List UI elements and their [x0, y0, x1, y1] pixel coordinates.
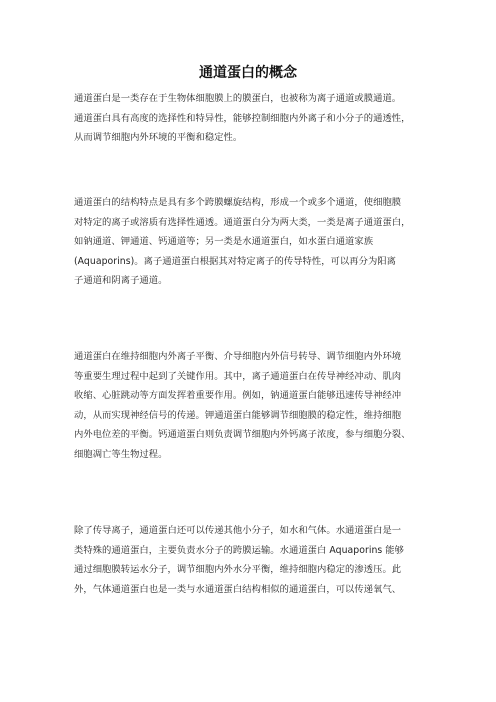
paragraph-line: 通过细胞膜转运水分子，调节细胞内外水分平衡，维持细胞内稳定的渗透压。此 — [74, 564, 402, 576]
paragraph-line: 外，气体通道蛋白也是一类与水通道蛋白结构相似的通道蛋白，可以传递氧气、 — [74, 583, 402, 595]
paragraph-line: 收缩、心脏跳动等方面发挥着重要作用。例如，钠通道蛋白能够迅速传导神经冲 — [74, 390, 402, 402]
paragraph-line: 等重要生理过程中起到了关键作用。其中，离子通道蛋白在传导神经冲动、肌肉 — [74, 370, 402, 382]
paragraph-line: 通道蛋白在维持细胞内外离子平衡、介导细胞内外信号转导、调节细胞内外环境 — [74, 351, 402, 362]
paragraph-3 — [74, 347, 434, 465]
paragraph-line: 内外电位差的平衡。钙通道蛋白则负责调节细胞内外钙离子浓度，参与细胞分裂、 — [74, 429, 411, 441]
paragraph-line: (Aquaporins)。离子通道蛋白根据其对特定离子的传导特性，可以再分为阳离 — [74, 255, 396, 267]
paragraph-line: 子通道和阴离子通道。 — [74, 275, 168, 287]
paragraph-line: 类特殊的通道蛋白，主要负责水分子的跨膜运输。水通道蛋白 Aquaporins 能够 — [74, 544, 404, 556]
paragraph-1 — [74, 89, 434, 148]
paragraph-line: 动，从而实现神经信号的传递。钾通道蛋白能够调节细胞膜的稳定性，维持细胞 — [74, 409, 402, 421]
paragraph-line: 细胞凋亡等生物过程。 — [74, 448, 168, 460]
document-title: 通道蛋白的概念 — [199, 65, 297, 81]
paragraph-line: 通道蛋白具有高度的选择性和特异性，能够控制细胞内外离子和小分子的通透性， — [74, 112, 411, 124]
paragraph-4 — [74, 521, 434, 599]
paragraph-line: 通道蛋白是一类存在于生物体细胞膜上的膜蛋白，也被称为离子通道或膜通道。 — [74, 93, 402, 104]
paragraph-line: 除了传导离子，通道蛋白还可以传递其他小分子，如水和气体。水通道蛋白是一 — [74, 525, 402, 536]
paragraph-line: 如钠通道、钾通道、钙通道等；另一类是水通道蛋白，如水蛋白通道家族 — [74, 236, 374, 248]
paragraph-line: 从而调节细胞内外环境的平衡和稳定性。 — [74, 132, 243, 144]
paragraph-2 — [74, 193, 434, 291]
paragraph-line: 通道蛋白的结构特点是具有多个跨膜螺旋结构，形成一个或多个通道，使细胞膜 — [74, 197, 402, 208]
paragraph-line: 对特定的离子或溶质有选择性通透。通道蛋白分为两大类，一类是离子通道蛋白， — [74, 216, 411, 228]
